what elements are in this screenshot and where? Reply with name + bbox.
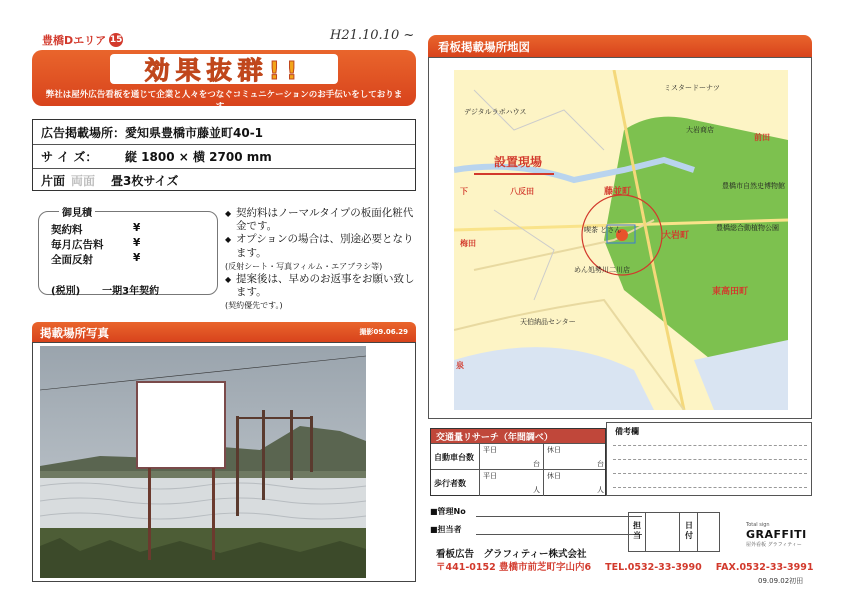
car-weekday-cell — [479, 444, 543, 470]
quote-value: ¥ — [133, 222, 141, 234]
note-item: ◆ 提案後は、早めのお返事をお願い致します。 — [225, 273, 415, 299]
stamp-box — [628, 512, 720, 552]
face-label: 片面 — [41, 174, 66, 188]
management-no-line — [476, 516, 642, 517]
walk-holiday-cell — [543, 470, 607, 496]
photo-date: 撮影09.06.29 — [359, 328, 408, 336]
memo-line — [613, 459, 807, 460]
walk-weekday-cell — [479, 470, 543, 496]
quote-row-monthly — [51, 237, 141, 252]
map-label-teacafe: 喫茶 どさん — [584, 226, 622, 234]
note-small: (契約優先です。) — [225, 301, 283, 311]
map-label-noodle: めん処勢川二川店 — [574, 266, 630, 274]
company-name: 看板広告 グラフィティー株式会社 — [436, 549, 587, 560]
logo-tagline: Total sign — [746, 522, 770, 528]
map-label-maeda: 前田 — [754, 133, 770, 142]
contact-label: ■担当者 — [430, 525, 462, 534]
stamp-divider — [697, 513, 698, 551]
traffic-title: 交通量リサーチ（年間調べ） — [431, 429, 605, 443]
note-item: ◆ 契約料はノーマルタイプの板面化粧代金です。 — [225, 207, 415, 233]
stamp-divider — [645, 513, 646, 551]
map-label-digital: デジタルラボハウス — [464, 108, 527, 116]
info-table — [32, 119, 416, 191]
address-text: 〒441-0152 豊橋市前芝町字山内6 — [436, 562, 592, 573]
map-label-umeda: 梅田 — [460, 239, 476, 248]
unit-label: 台 — [597, 460, 604, 468]
area-label-text: 豊橋Dエリア — [42, 34, 107, 47]
tax-label: (税別) — [51, 286, 81, 297]
memo-line — [613, 473, 807, 474]
memo-box[interactable] — [606, 422, 812, 496]
management-no-row[interactable] — [430, 506, 630, 522]
face-alt-label: 両面 — [71, 174, 96, 188]
contact-row[interactable] — [430, 524, 630, 540]
stamp-person-label: 担当 — [633, 521, 641, 540]
notes — [225, 207, 415, 313]
info-row-face — [33, 168, 415, 192]
map-label-higashi-takada: 東高田町 — [712, 287, 749, 297]
note-small: (反射シート・写真フィルム・エアブラシ等) — [225, 261, 383, 271]
memo-line — [613, 445, 807, 446]
management-no-label: ■管理No — [430, 507, 466, 516]
map-label-park: 豊橋総合動植物公園 — [716, 224, 779, 232]
banner-title-box — [110, 54, 338, 84]
location-label: 広告掲載場所： — [41, 125, 126, 140]
quote-value: ¥ — [133, 237, 141, 249]
traffic-row-car — [431, 443, 605, 469]
unit-label: 人 — [597, 486, 604, 494]
photo-header — [32, 322, 416, 342]
size-label: サ イ ズ： — [41, 150, 98, 164]
quote-terms — [51, 282, 159, 297]
photo-title: 掲載場所写真 — [40, 326, 109, 340]
contact-line — [476, 534, 642, 535]
map-label-tenpaku: 天伯納品センター — [520, 318, 576, 326]
unit-label: 台 — [533, 460, 540, 468]
quote-row-contract — [51, 222, 141, 237]
memo-title: 備考欄 — [615, 427, 639, 436]
unit-label: 人 — [533, 486, 540, 494]
map-label-shita: 下 — [460, 187, 468, 196]
graffiti-logo — [746, 522, 812, 548]
car-label: 自動車台数 — [434, 453, 474, 462]
weekday-label: 平日 — [483, 472, 497, 480]
logo-sub: 屋外看板 グラフィティー — [746, 542, 802, 548]
logo-name: GRAFFITI — [746, 528, 807, 541]
face-value: 畳3枚サイズ — [111, 174, 179, 188]
traffic-row-walk — [431, 469, 605, 495]
footer-date: 09.09.02初田 — [758, 577, 804, 585]
memo-line — [613, 487, 807, 488]
location-map — [454, 70, 788, 410]
banner-subtitle: 弊社は屋外広告看板を通じて企業と人々をつなぐコミュニケーションのお手伝いをしております。 — [45, 90, 403, 112]
info-row-size — [33, 144, 415, 168]
weekday-label: 平日 — [483, 446, 497, 454]
location-value: 愛知県豊橋市藤並町40-1 — [125, 125, 264, 140]
car-holiday-cell — [543, 444, 607, 470]
traffic-table — [430, 428, 606, 496]
map-label-ooiwa-store: 大岩商店 — [686, 126, 714, 134]
quote-row-reflective — [51, 252, 141, 267]
stamp-date-label: 日付 — [685, 521, 693, 540]
note-item: ◆ オプションの場合は、別途必要となります。 — [225, 233, 415, 259]
tel-text: TEL.0532-33-3990 — [605, 562, 702, 573]
site-photo — [40, 346, 366, 578]
holiday-label: 休日 — [547, 446, 561, 454]
holiday-label: 休日 — [547, 472, 561, 480]
map-label-site: 設置現場 — [494, 155, 543, 169]
contract-term: 一期3年契約 — [102, 286, 160, 297]
area-number-badge: 15 — [109, 35, 123, 45]
quote-label: 全面反射 — [51, 254, 93, 266]
size-value: 縦 1800 × 横 2700 mm — [125, 150, 272, 164]
quote-title: 御見積 — [59, 204, 95, 219]
headline-banner — [32, 50, 416, 112]
quote-value: ¥ — [133, 252, 141, 264]
stamp-divider — [679, 513, 680, 551]
map-label-izumi: 泉 — [456, 361, 464, 370]
map-label-hachitanda: 八反田 — [510, 187, 534, 196]
area-label — [42, 32, 123, 48]
map-header: 看板掲載場所地図 — [428, 35, 812, 57]
map-label-museum: 豊橋市自然史博物館 — [722, 182, 785, 190]
walk-label: 歩行者数 — [434, 479, 466, 488]
company-address — [436, 559, 813, 573]
fax-text: FAX.0532-33-3991 — [715, 562, 814, 573]
quote-label: 契約料 — [51, 224, 83, 236]
handwritten-date: H21.10.10 ~ — [330, 28, 415, 43]
info-row-location — [33, 120, 415, 144]
map-label-mister: ミスタードーナツ — [664, 84, 720, 92]
banner-title: 効果抜群!! — [144, 56, 304, 85]
map-label-ooiwa: 大岩町 — [662, 231, 690, 241]
map-label-fujinami: 藤並町 — [604, 187, 632, 197]
quote-box — [38, 208, 218, 297]
quote-label: 毎月広告料 — [51, 239, 104, 251]
